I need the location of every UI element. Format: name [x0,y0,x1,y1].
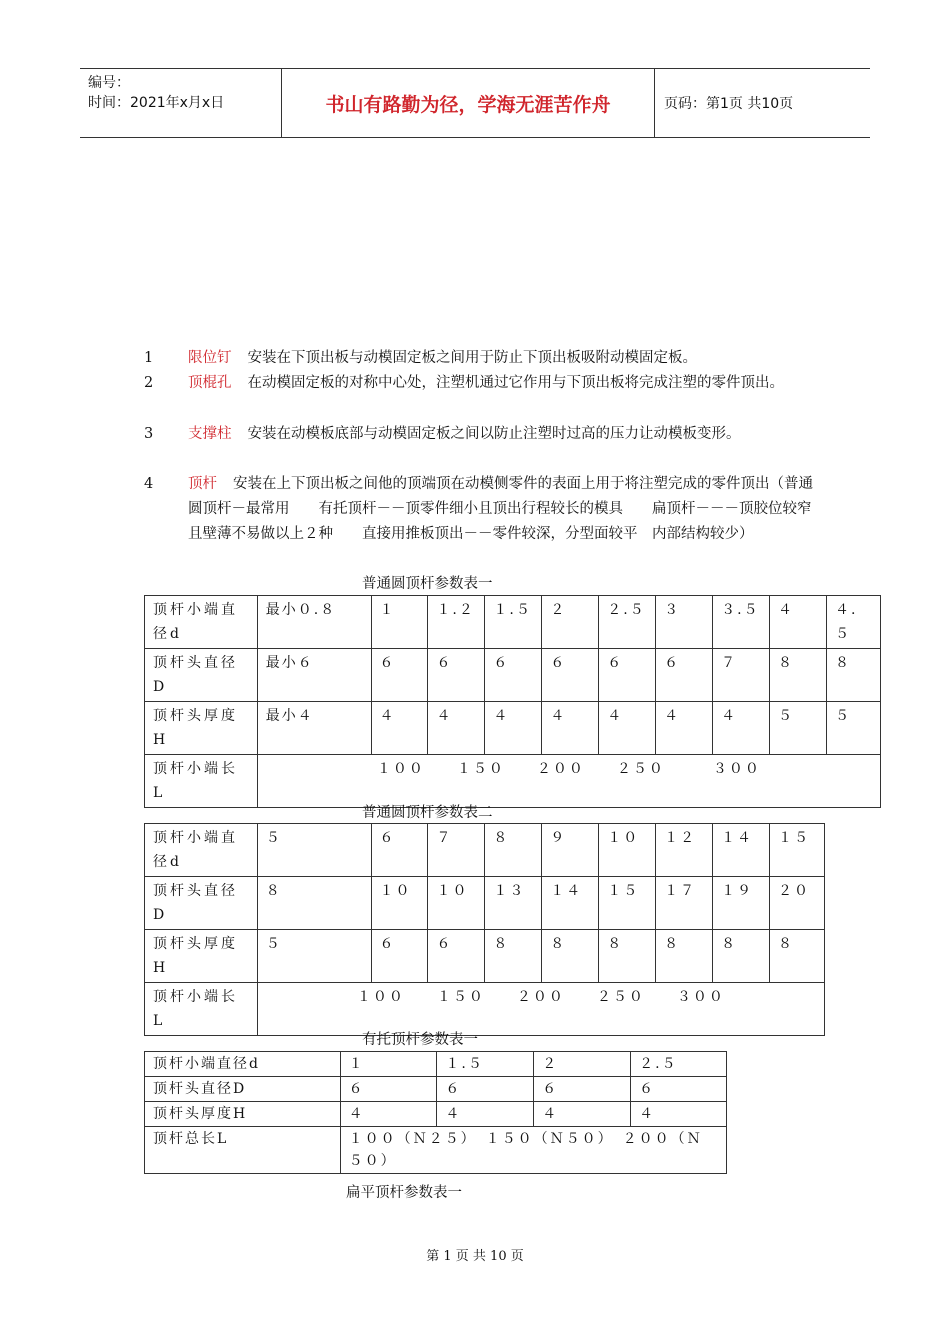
table-cell: ２ [542,596,599,649]
table-cell: ６ [371,649,428,702]
table-cell: ６ [371,824,428,877]
page-footer: 第 1 页 共 10 页 [426,1249,524,1264]
table-cell: １９ [713,877,770,930]
table-cell: １０ [371,877,428,930]
table-cell: 最小６ [257,649,371,702]
table-cell: ６ [428,649,485,702]
table-cell: ４ [599,702,656,755]
item-term: 支撑柱 [188,426,232,442]
length-values: １００ １５０ ２００ ２５０ ３００ [257,983,824,1036]
header-meta [80,69,282,137]
table-cell: ３.５ [713,596,770,649]
row-label: 顶杆总长L [145,1127,341,1174]
row-label: 顶杆小端直径d [145,1052,341,1077]
row-label: 顶杆头直径D [145,1077,341,1102]
item-term: 顶杆 [188,476,217,492]
header-motto: 书山有路勤为径，学海无涯苦作舟 [282,69,655,137]
table-row [145,1052,727,1077]
row-label: 顶杆头厚度H [145,702,258,755]
table-cell: ８ [769,930,824,983]
table-cell: ８ [656,930,713,983]
item-number: 2 [144,375,154,391]
row-label: 顶杆小端直径d [145,824,258,877]
item-number: 3 [144,426,154,442]
table-cell: ２０ [769,877,824,930]
row-label: 顶杆头厚度H [145,1102,341,1127]
shouldered-ejector-pin-table [144,1051,727,1174]
row-label: 顶杆小端直径d [145,596,258,649]
table-cell: ６ [599,649,656,702]
table-cell: １３ [485,877,542,930]
table-row [145,824,825,877]
length-values: １００（Ｎ２５） １５０（Ｎ５０） ２００（Ｎ５０） [340,1127,726,1174]
table-cell: １４ [542,877,599,930]
item-term: 限位钉 [188,350,232,366]
table-cell: １.５ [485,596,542,649]
item-number: 4 [144,476,154,492]
ejector-pin-table-2 [144,823,825,1036]
item-number: 1 [144,350,154,366]
table-row [145,877,825,930]
list-item [144,371,824,396]
table-cell: ９ [542,824,599,877]
table-cell: ６ [340,1077,437,1102]
table-cell: １５ [599,877,656,930]
table-cell: ６ [631,1077,727,1102]
table-row [145,755,881,808]
table-cell: １ [340,1052,437,1077]
table-cell: ４ [428,702,485,755]
row-label: 顶杆小端长L [145,983,258,1036]
table-cell: ８ [542,930,599,983]
table-cell: ４ [371,702,428,755]
table-cell: ４ [631,1102,727,1127]
table-cell: １４ [713,824,770,877]
table-cell: ８ [713,930,770,983]
list-item [144,472,824,547]
item-text: 安装在上下顶出板之间他的顶端顶在动模侧零件的表面上用于将注塑完成的零件顶出（普通圆顶杆－最常用 有托顶杆－－顶零件细小且顶出行程较长的模具 扁顶杆－－－顶胶位较窄且壁薄不易做以上２种 直接用推板顶出－－零件较深，分型面较平 内部结构较少） [188,476,813,542]
table-cell: ５ [257,930,371,983]
item-text: 安装在动模板底部与动模固定板之间以防止注塑时过高的压力让动模板变形。 [247,426,741,442]
table-row [145,702,881,755]
table-cell: ２.５ [631,1052,727,1077]
table-cell: ４.５ [826,596,880,649]
table-row [145,596,881,649]
header-page-number: 页码：第1页 共10页 [664,96,794,112]
table-cell: ７ [713,649,770,702]
table-cell: ４ [340,1102,437,1127]
table-cell: ４ [542,702,599,755]
document-number: 编号： [88,75,130,91]
table-row [145,930,825,983]
length-values: １００ １５０ ２００ ２５０ ３００ [257,755,880,808]
row-label: 顶杆头直径D [145,649,258,702]
table-cell: １７ [656,877,713,930]
table-cell: ４ [656,702,713,755]
table-cell: １ [371,596,428,649]
table-cell: ４ [437,1102,534,1127]
table-cell: ５ [826,702,880,755]
table-cell: １５ [769,824,824,877]
row-label: 顶杆头直径D [145,877,258,930]
table-cell: ８ [826,649,880,702]
table-cell: ４ [770,596,827,649]
table-cell: １.２ [428,596,485,649]
table-cell: ２ [534,1052,631,1077]
page-header [80,68,870,138]
table-cell: ８ [770,649,827,702]
table-row [145,649,881,702]
table-cell: １２ [656,824,713,877]
table-caption: 扁平顶杆参数表一 [346,1185,462,1201]
table-cell: 最小４ [257,702,371,755]
table-cell: １０ [428,877,485,930]
table-cell: 最小０.８ [257,596,371,649]
table-cell: １.５ [437,1052,534,1077]
row-label: 顶杆小端长L [145,755,258,808]
table-caption: 普通圆顶杆参数表二 [362,805,493,821]
ejector-pin-table-1 [144,595,881,808]
table-cell: ６ [534,1077,631,1102]
row-label: 顶杆头厚度H [145,930,258,983]
table-cell: ８ [485,824,542,877]
table-cell: ６ [485,649,542,702]
table-cell: ５ [770,702,827,755]
table-cell: ８ [599,930,656,983]
table-row [145,1127,727,1174]
table-cell: ５ [257,824,371,877]
table-cell: ６ [428,930,485,983]
table-row [145,1102,727,1127]
table-cell: ６ [542,649,599,702]
item-term: 顶棍孔 [188,375,232,391]
table-cell: １０ [599,824,656,877]
list-item [144,422,824,447]
item-text: 在动模固定板的对称中心处，注塑机通过它作用与下顶出板将完成注塑的零件顶出。 [247,375,784,391]
item-text: 安装在下顶出板与动模固定板之间用于防止下顶出板吸附动模固定板。 [247,350,697,366]
table-cell: ２.５ [599,596,656,649]
table-cell: ６ [437,1077,534,1102]
table-cell: ８ [485,930,542,983]
table-cell: ３ [656,596,713,649]
table-cell: ６ [656,649,713,702]
table-caption: 有托顶杆参数表一 [362,1032,478,1048]
table-row [145,1077,727,1102]
list-item [144,346,824,371]
table-cell: ４ [534,1102,631,1127]
table-cell: ６ [371,930,428,983]
table-cell: ４ [485,702,542,755]
table-cell: ８ [257,877,371,930]
table-cell: ４ [713,702,770,755]
table-caption: 普通圆顶杆参数表一 [362,576,493,592]
document-date: 时间：2021年x月x日 [88,95,225,111]
table-cell: ７ [428,824,485,877]
table-row [145,983,825,1036]
